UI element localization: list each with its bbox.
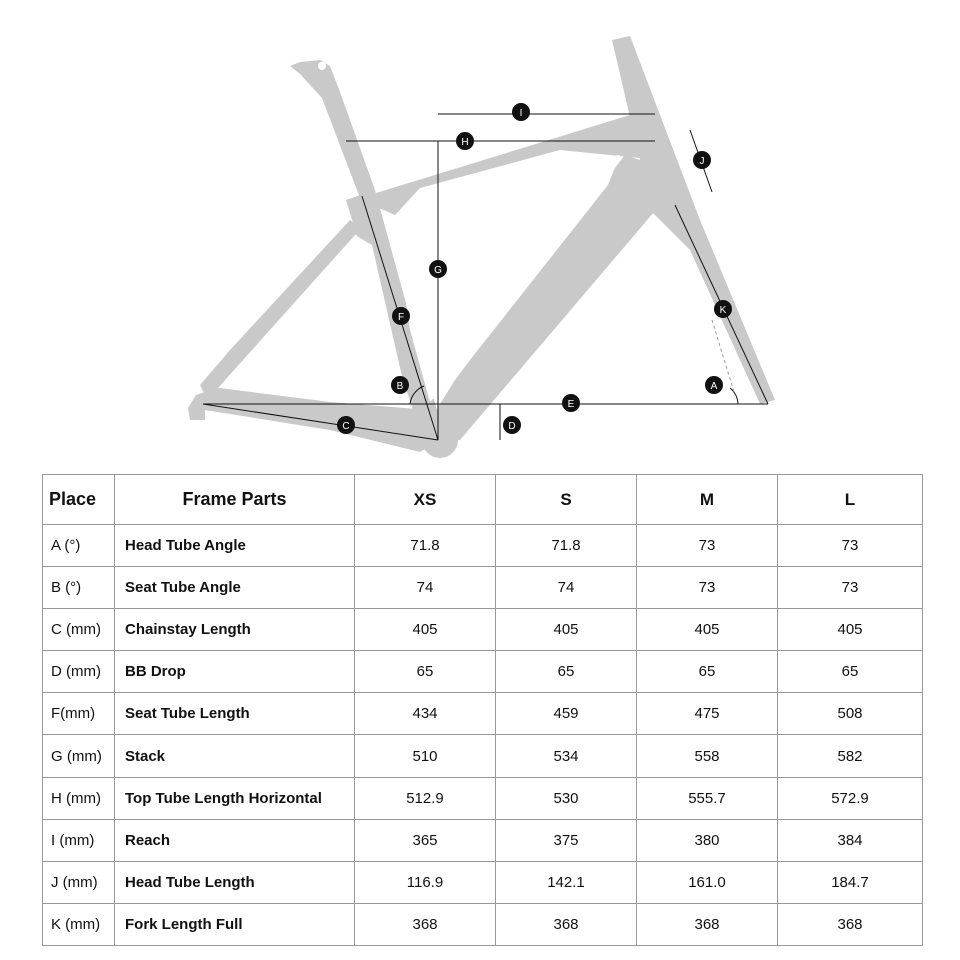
value-cell: 530 [496, 777, 637, 819]
value-cell: 572.9 [778, 777, 923, 819]
marker-D [503, 416, 521, 434]
marker-I [512, 103, 530, 121]
table-row [43, 525, 923, 567]
value-cell: 555.7 [637, 777, 778, 819]
header-frame-parts: Frame Parts [115, 475, 355, 525]
svg-text:J: J [699, 156, 705, 167]
value-cell: 116.9 [355, 861, 496, 903]
value-cell: 65 [355, 651, 496, 693]
value-cell: 512.9 [355, 777, 496, 819]
value-cell: 73 [778, 525, 923, 567]
marker-A [705, 376, 723, 394]
value-cell: 65 [496, 651, 637, 693]
value-cell: 184.7 [778, 861, 923, 903]
part-cell: Seat Tube Length [115, 693, 355, 735]
table-row [43, 903, 923, 945]
value-cell: 475 [637, 693, 778, 735]
svg-text:E: E [567, 399, 575, 410]
value-cell: 65 [637, 651, 778, 693]
place-cell: C (mm) [43, 609, 115, 651]
part-cell: Seat Tube Angle [115, 567, 355, 609]
marker-E [562, 394, 580, 412]
value-cell: 405 [355, 609, 496, 651]
svg-text:F: F [397, 312, 405, 323]
marker-J [693, 151, 711, 169]
place-cell: H (mm) [43, 777, 115, 819]
place-cell: K (mm) [43, 903, 115, 945]
value-cell: 405 [496, 609, 637, 651]
marker-G [429, 260, 447, 278]
header-size-m: M [637, 475, 778, 525]
svg-text:G: G [434, 265, 442, 276]
place-cell: G (mm) [43, 735, 115, 777]
place-cell: I (mm) [43, 819, 115, 861]
part-cell: Chainstay Length [115, 609, 355, 651]
header-place: Place [43, 475, 115, 525]
value-cell: 73 [637, 567, 778, 609]
table-row [43, 777, 923, 819]
value-cell: 582 [778, 735, 923, 777]
table-row [43, 819, 923, 861]
svg-text:K: K [719, 305, 727, 316]
value-cell: 434 [355, 693, 496, 735]
value-cell: 365 [355, 819, 496, 861]
geometry-table [42, 474, 923, 946]
frame-geometry-diagram [0, 0, 960, 470]
svg-text:I: I [519, 108, 523, 119]
part-cell: Stack [115, 735, 355, 777]
place-cell: J (mm) [43, 861, 115, 903]
part-cell: Head Tube Angle [115, 525, 355, 567]
svg-text:H: H [461, 137, 469, 148]
value-cell: 534 [496, 735, 637, 777]
part-cell: Head Tube Length [115, 861, 355, 903]
header-size-xs: XS [355, 475, 496, 525]
value-cell: 368 [637, 903, 778, 945]
value-cell: 375 [496, 819, 637, 861]
value-cell: 510 [355, 735, 496, 777]
part-cell: Reach [115, 819, 355, 861]
value-cell: 368 [496, 903, 637, 945]
marker-H [456, 132, 474, 150]
value-cell: 405 [637, 609, 778, 651]
table-row [43, 651, 923, 693]
value-cell: 368 [778, 903, 923, 945]
marker-F [392, 307, 410, 325]
value-cell: 74 [355, 567, 496, 609]
part-cell: Top Tube Length Horizontal [115, 777, 355, 819]
table-header-row [43, 475, 923, 525]
part-cell: Fork Length Full [115, 903, 355, 945]
value-cell: 73 [778, 567, 923, 609]
svg-text:A: A [710, 381, 718, 392]
value-cell: 71.8 [355, 525, 496, 567]
place-cell: D (mm) [43, 651, 115, 693]
value-cell: 65 [778, 651, 923, 693]
table-row [43, 861, 923, 903]
value-cell: 508 [778, 693, 923, 735]
header-size-s: S [496, 475, 637, 525]
header-size-l: L [778, 475, 923, 525]
value-cell: 380 [637, 819, 778, 861]
value-cell: 405 [778, 609, 923, 651]
value-cell: 71.8 [496, 525, 637, 567]
value-cell: 161.0 [637, 861, 778, 903]
place-cell: B (°) [43, 567, 115, 609]
value-cell: 74 [496, 567, 637, 609]
value-cell: 558 [637, 735, 778, 777]
value-cell: 73 [637, 525, 778, 567]
value-cell: 368 [355, 903, 496, 945]
value-cell: 142.1 [496, 861, 637, 903]
part-cell: BB Drop [115, 651, 355, 693]
marker-K [714, 300, 732, 318]
table-row [43, 567, 923, 609]
bike-frame-silhouette [188, 36, 775, 458]
value-cell: 384 [778, 819, 923, 861]
table-row [43, 735, 923, 777]
place-cell: F(mm) [43, 693, 115, 735]
svg-text:B: B [396, 381, 404, 392]
table-row [43, 609, 923, 651]
marker-B [391, 376, 409, 394]
svg-text:D: D [508, 421, 516, 432]
value-cell: 459 [496, 693, 637, 735]
svg-text:C: C [342, 421, 350, 432]
place-cell: A (°) [43, 525, 115, 567]
table-row [43, 693, 923, 735]
marker-C [337, 416, 355, 434]
